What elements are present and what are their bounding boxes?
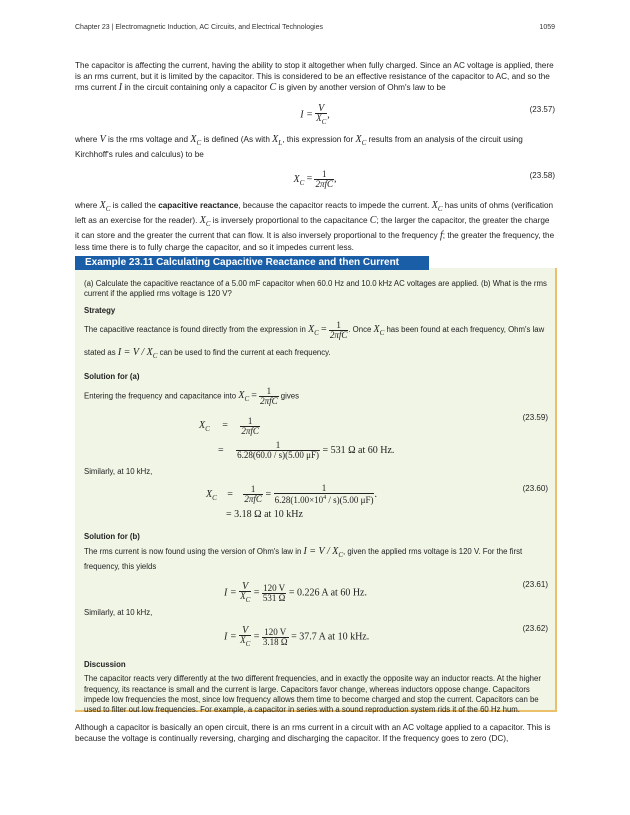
example-title: Example 23.11 Calculating Capacitive Reactance and then Current xyxy=(75,256,429,270)
similarly-10khz-2: Similarly, at 10 kHz, xyxy=(84,608,153,618)
equation-number: (23.62) xyxy=(522,623,548,633)
equation-number: (23.61) xyxy=(522,580,548,590)
example-content xyxy=(84,279,548,721)
intro-paragraph-1: The capacitor is affecting the current, having the ability to stop it altogether when fully charged. Since an AC voltage is applied, there is an rms current, but it is limited by the capacitor. This is considered to be an effective resistance of the capacitor to AC, and so the rms current I in the circuit containing only a capacitor C is given by another version of Ohm's law to be xyxy=(75,61,554,94)
equation-number: (23.60) xyxy=(522,484,548,494)
discussion-text: The capacitor reacts very differently at the two different frequencies, and in exactly the opposite way an inductor reacts. At the higher frequency, its reactance is small and the current is large. Capacitors favor change, whereas inductors oppose change. Capacitors impede low frequencies the most, since low frequency allows them time to become charged and stop the current. Capacitors can be used to filter out low frequencies. For example, a capacitor in series with a sound reproduction system rids it of the 60 Hz hum. xyxy=(84,674,541,715)
equation-number: (23.58) xyxy=(529,171,555,181)
discussion-heading: Discussion xyxy=(84,659,126,669)
example-problem: (a) Calculate the capacitive reactance of a 5.00 mF capacitor when 60.0 Hz and 10.0 kHz AC voltages are applied. (b) What is the rms current if the applied rms voltage is 120 V? xyxy=(84,279,547,299)
equation-23-57: I = $\frac{V}{X_C}$ , (23.57) xyxy=(300,102,555,126)
closing-paragraph: Although a capacitor is basically an open circuit, there is an rms current in a circuit with an AC voltage applied to a capacitor. This is because the voltage is continually reversing, charging and discharging the capacitor. If the frequency goes to zero (DC), xyxy=(75,723,551,743)
solution-a-heading: Solution for (a) xyxy=(84,372,140,382)
page-number: 1059 xyxy=(539,24,555,31)
solution-b-text: The rms current is now found using the version of Ohm's law in $I = V / X_C$, given the applied rms voltage is 120 V. For the first frequency, this yields xyxy=(84,546,523,572)
equation-23-62: I = $\frac{V}{X_C}$ = $\frac{120 V}{3.18 \Omega}$ = 37.7 A at 10 kHz. (23.62) xyxy=(224,623,548,648)
equation-23-60: $X_C$ = $\frac{1}{\text{2πfC}}$ = $\frac{1}{6.28(1.00\times 10^4 / s)(5.00 \mu F)}$ . = 3.18 Ω at 10 kHz (23.60) xyxy=(206,483,548,521)
equation-number: (23.59) xyxy=(522,412,548,422)
strategy-text: The capacitive reactance is found directly from the expression in $X_C$ = $\frac{1}{\text{2πfC}}$ . Once $X_C$ has been found at each frequency, Ohm's law stated as $I = V / X_C$ can be used to find the current at each frequency. xyxy=(84,319,545,361)
chapter-title: Chapter 23 | Electromagnetic Induction, AC Circuits, and Electrical Technologies xyxy=(75,24,323,31)
strategy-heading: Strategy xyxy=(84,305,116,315)
solution-a-text: Entering the frequency and capacitance into $X_C$ = $\frac{1}{\text{2πfC}}$ gives xyxy=(84,385,299,406)
equation-number: (23.57) xyxy=(529,104,555,114)
equation-23-61: I = $\frac{V}{X_C}$ = $\frac{120 V}{531 \Omega}$ = 0.226 A at 60 Hz. (23.61) xyxy=(224,580,548,605)
equation-23-59: $X_C$ = $\frac{1}{\text{2πfC}}$ = $\frac{1}{6.28(60.0 / s)(5.00 \mu F)}$ = 531 Ω at 60 Hz. (23.59) xyxy=(199,412,548,460)
intro-section xyxy=(75,60,555,259)
similarly-10khz: Similarly, at 10 kHz, xyxy=(84,466,153,476)
page-header xyxy=(75,24,555,31)
solution-b-heading: Solution for (b) xyxy=(84,532,140,542)
intro-paragraph-2: where V is the rms voltage and $X_C$ is defined (As with $X_L$, this expression for $X_C$ results from an analysis of the circuit using Kirchhoff's rules and calculus) to be xyxy=(75,133,523,159)
intro-paragraph-3: where $X_C$ is called the capacitive reactance, because the capacitor reacts to impede the current. $X_C$ has units of ohms (verification left as an exercise for the reader). $X_C$ is inversely proportional to the capacitance C; the larger the capacitor, the greater the charge it can store and the greater the current that can flow. It is also inversely proportional to the frequency f; the greater the frequency, the less time there is to fully charge the capacitor, and so it impedes current less. xyxy=(75,200,555,252)
equation-23-58: $X_C$ = $\frac{1}{\text{2πfC}}$ , (23.58) xyxy=(293,169,555,190)
